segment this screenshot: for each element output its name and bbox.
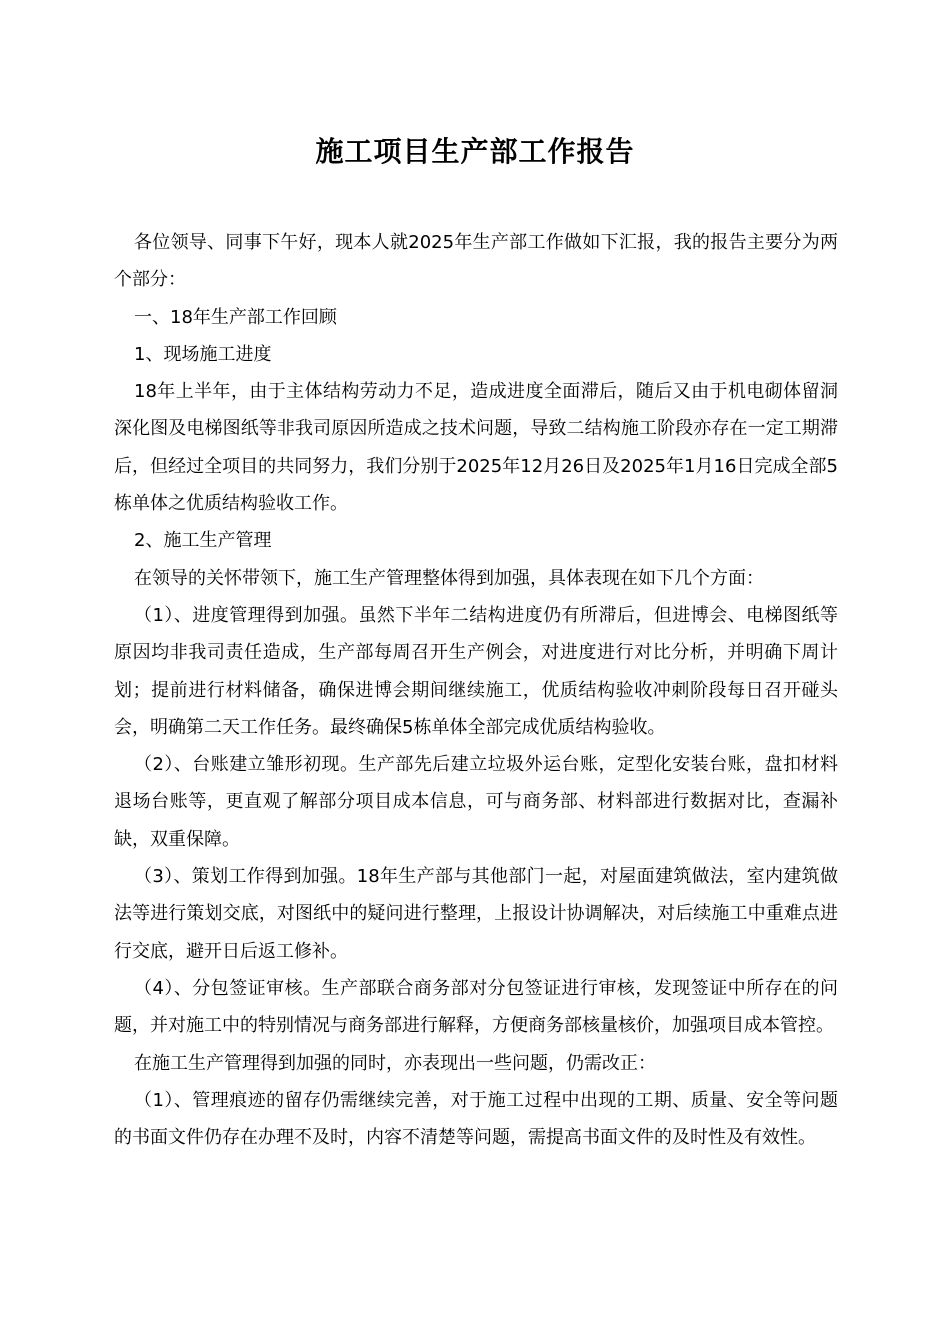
subsection-heading-management: 2、施工生产管理	[134, 530, 272, 552]
paragraph-item-2: （2）、台账建立雏形初现。生产部先后建立垃圾外运台账，定型化安装台账，盘扣材料退场台账等，更直观了解部分项目成本信息，可与商务部、材料部进行数据对比，查漏补缺，双重保障。	[114, 754, 838, 850]
document-title: 施工项目生产部工作报告	[315, 135, 635, 168]
section-heading-review: 一、18年生产部工作回顾	[134, 306, 337, 328]
paragraph-item-1: （1）、进度管理得到加强。虽然下半年二结构进度仍有所滞后，但进博会、电梯图纸等原因均非我司责任造成，生产部每周召开生产例会，对进度进行对比分析，并明确下周计划；提前进行材料储备，确保进博会期间继续施工，优质结构验收冲刺阶段每日召开碰头会，明确第二天工作任务。最终确保5栋单体全部完成优质结构验收。	[114, 604, 838, 738]
paragraph-progress: 18年上半年，由于主体结构劳动力不足，造成进度全面滞后，随后又由于机电砌体留洞深化图及电梯图纸等非我司原因所造成之技术问题，导致二结构施工阶段亦存在一定工期滞后，但经过全项目的共同努力，我们分别于2025年12月26日及2025年1月16日完成全部5栋单体之优质结构验收工作。	[114, 381, 838, 515]
paragraph-problem-1: （1）、管理痕迹的留存仍需继续完善，对于施工过程中出现的工期、质量、安全等问题的书面文件仍存在办理不及时，内容不清楚等问题，需提高书面文件的及时性及有效性。	[114, 1089, 838, 1149]
document-body	[114, 224, 838, 1156]
paragraph-management-intro: 在领导的关怀带领下，施工生产管理整体得到加强，具体表现在如下几个方面：	[134, 567, 764, 589]
paragraph-problems-intro: 在施工生产管理得到加强的同时，亦表现出一些问题，仍需改正：	[134, 1052, 656, 1074]
paragraph-intro: 各位领导、同事下午好，现本人就2025年生产部工作做如下汇报，我的报告主要分为两个部分：	[114, 232, 838, 291]
subsection-heading-progress: 1、现场施工进度	[134, 343, 272, 365]
paragraph-item-4: （4）、分包签证审核。生产部联合商务部对分包签证进行审核，发现签证中所存在的问题，并对施工中的特别情况与商务部进行解释，方便商务部核量核价，加强项目成本管控。	[114, 977, 838, 1037]
paragraph-item-3: （3）、策划工作得到加强。18年生产部与其他部门一起，对屋面建筑做法，室内建筑做法等进行策划交底，对图纸中的疑问进行整理，上报设计协调解决，对后续施工中重难点进行交底，避开日后返工修补。	[114, 866, 838, 962]
